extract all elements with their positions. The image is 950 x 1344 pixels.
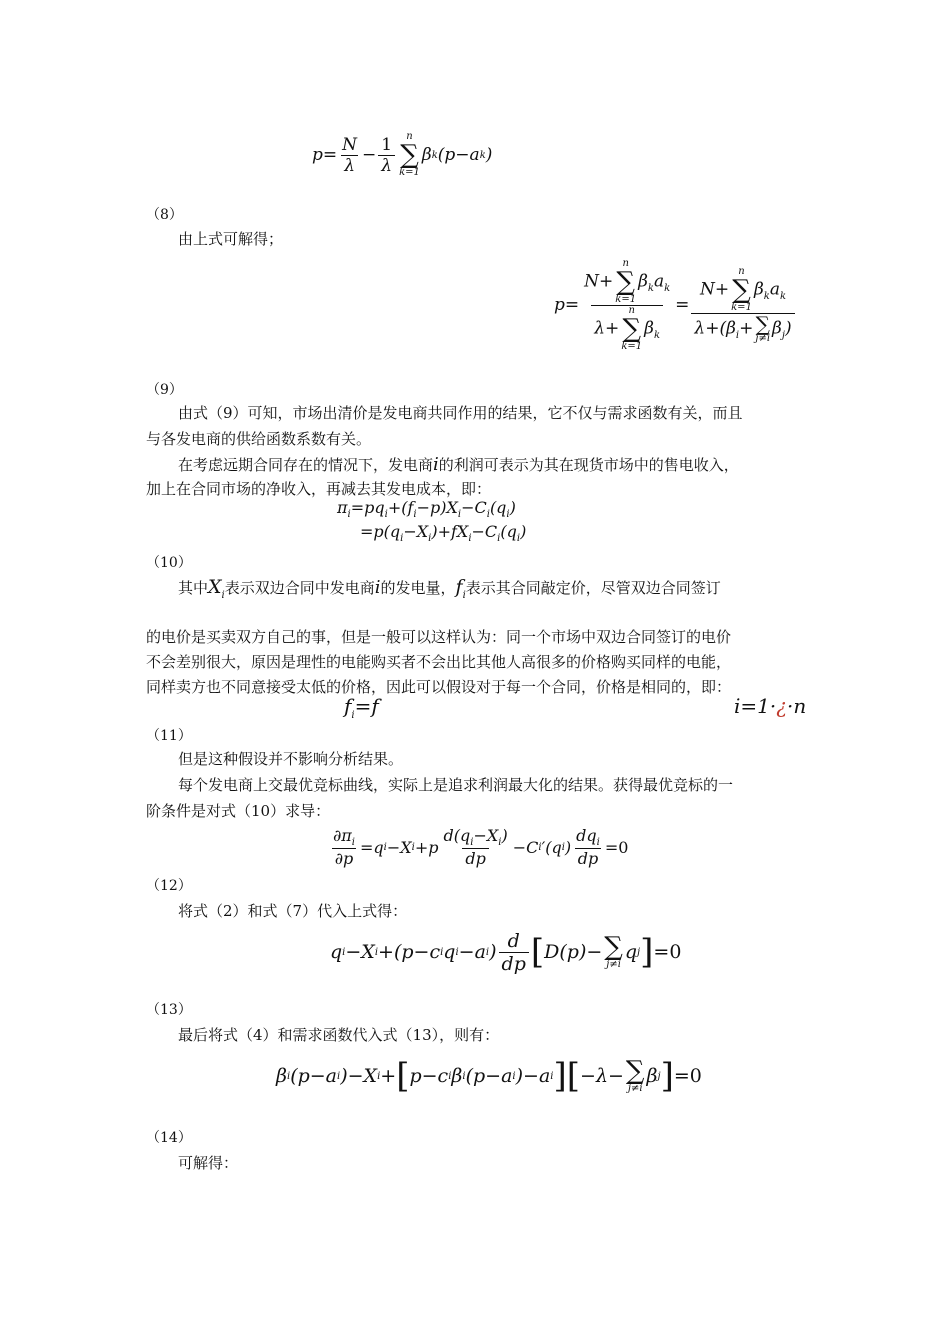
eq-number-14: （14）	[146, 1130, 192, 1146]
equation-8: p= $\frac{N}{\lambda}$ − $\frac{1}{\lambda}$ n ∑ k=1 β k (p−a k )	[312, 131, 493, 178]
eq-number-11: （11）	[146, 728, 192, 744]
equation-12: $\frac{\partial\pi_i}{\partial p}$ =q i −X i +p $\frac{d(q_i-X_i)}{dp}$ −C i ′(q i ) $\frac{dq_i}{dp}$ = 0	[333, 825, 629, 869]
eq-number-9: （9）	[146, 382, 183, 398]
eq-number-10: （10）	[146, 555, 192, 571]
equation-11-right: i=1·¿·n	[734, 694, 807, 718]
paragraph-price-2: 不会差别很大，原因是理性的电能购买者不会出比其他人高很多的价格购买同样的电能，	[146, 653, 732, 671]
paragraph-assumption: 但是这种假设并不影响分析结果。	[178, 750, 404, 768]
paragraph-where-xi: 其中$X_i$表示双边合同中发电商i的发电量，$f_i$表示其合同敲定价，尽管双边合同签订	[178, 576, 721, 601]
paragraph-final-substitute: 最后将式（4）和需求函数代入式（13），则有：	[178, 1026, 500, 1044]
paragraph-solvable: 可解得：	[178, 1154, 239, 1172]
equation-13: q i −X i +(p−c i q i −a i ) $\frac{d}{dp}$ [ D(p)− ∑ j≠i q j ] = 0	[330, 929, 682, 975]
paragraph-substitute: 将式（2）和式（7）代入上式得：	[178, 902, 408, 920]
paragraph-bidding-1: 每个发电商上交最优竞标曲线，实际上是追求利润最大化的结果。获得最优竞标的一	[178, 776, 734, 794]
equation-11-left: $f_i=f$	[344, 694, 379, 721]
equation-9: p= N+ n ∑ k=1 $\beta_ka_k$ λ+ n ∑ k=1 $\beta_k$ = N+ n ∑ k=1 $\beta_ka_k$ $\lambda+(\beta_i+$ ∑ j≠i $\beta_j$)	[554, 255, 797, 355]
eq-number-12: （12）	[146, 878, 192, 894]
eq-number-13: （13）	[146, 1002, 192, 1018]
equation-14: β i (p−a i )−X i + [ p−c i β i (p−a i )−a i ] [ −λ− ∑ j≠i β j ] = 0	[276, 1056, 702, 1096]
paragraph-eq9-explain-1: 由式（9）可知，市场出清价是发电商共同作用的结果，它不仅与需求函数有关，而且	[178, 404, 743, 422]
paragraph-profit-2: 加上在合同市场的净收入，再减去其发电成本，即：	[146, 480, 492, 498]
paragraph-solve: 由上式可解得；	[178, 230, 284, 248]
paragraph-profit-1: 在考虑远期合同存在的情况下，发电商i的利润可表示为其在现货市场中的售电收入，	[178, 454, 739, 475]
equation-10-line1: $\pi_i=pq_i+(f_i-p)X_i-C_i(q_i)$	[337, 498, 516, 521]
equation-10-line2: $=p(q_i-X_i)+fX_i-C_i(q_i)$	[360, 522, 527, 545]
paragraph-price-1: 的电价是买卖双方自己的事，但是一般可以这样认为：同一个市场中双边合同签订的电价	[146, 628, 732, 646]
paragraph-eq9-explain-2: 与各发电商的供给函数系数有关。	[146, 430, 372, 448]
paragraph-bidding-2: 阶条件是对式（10）求导：	[146, 802, 331, 820]
eq-number-8: （8）	[146, 207, 183, 223]
paragraph-price-3: 同样卖方也不同意接受太低的价格，因此可以假设对于每一个合同，价格是相同的，即：	[146, 678, 732, 696]
